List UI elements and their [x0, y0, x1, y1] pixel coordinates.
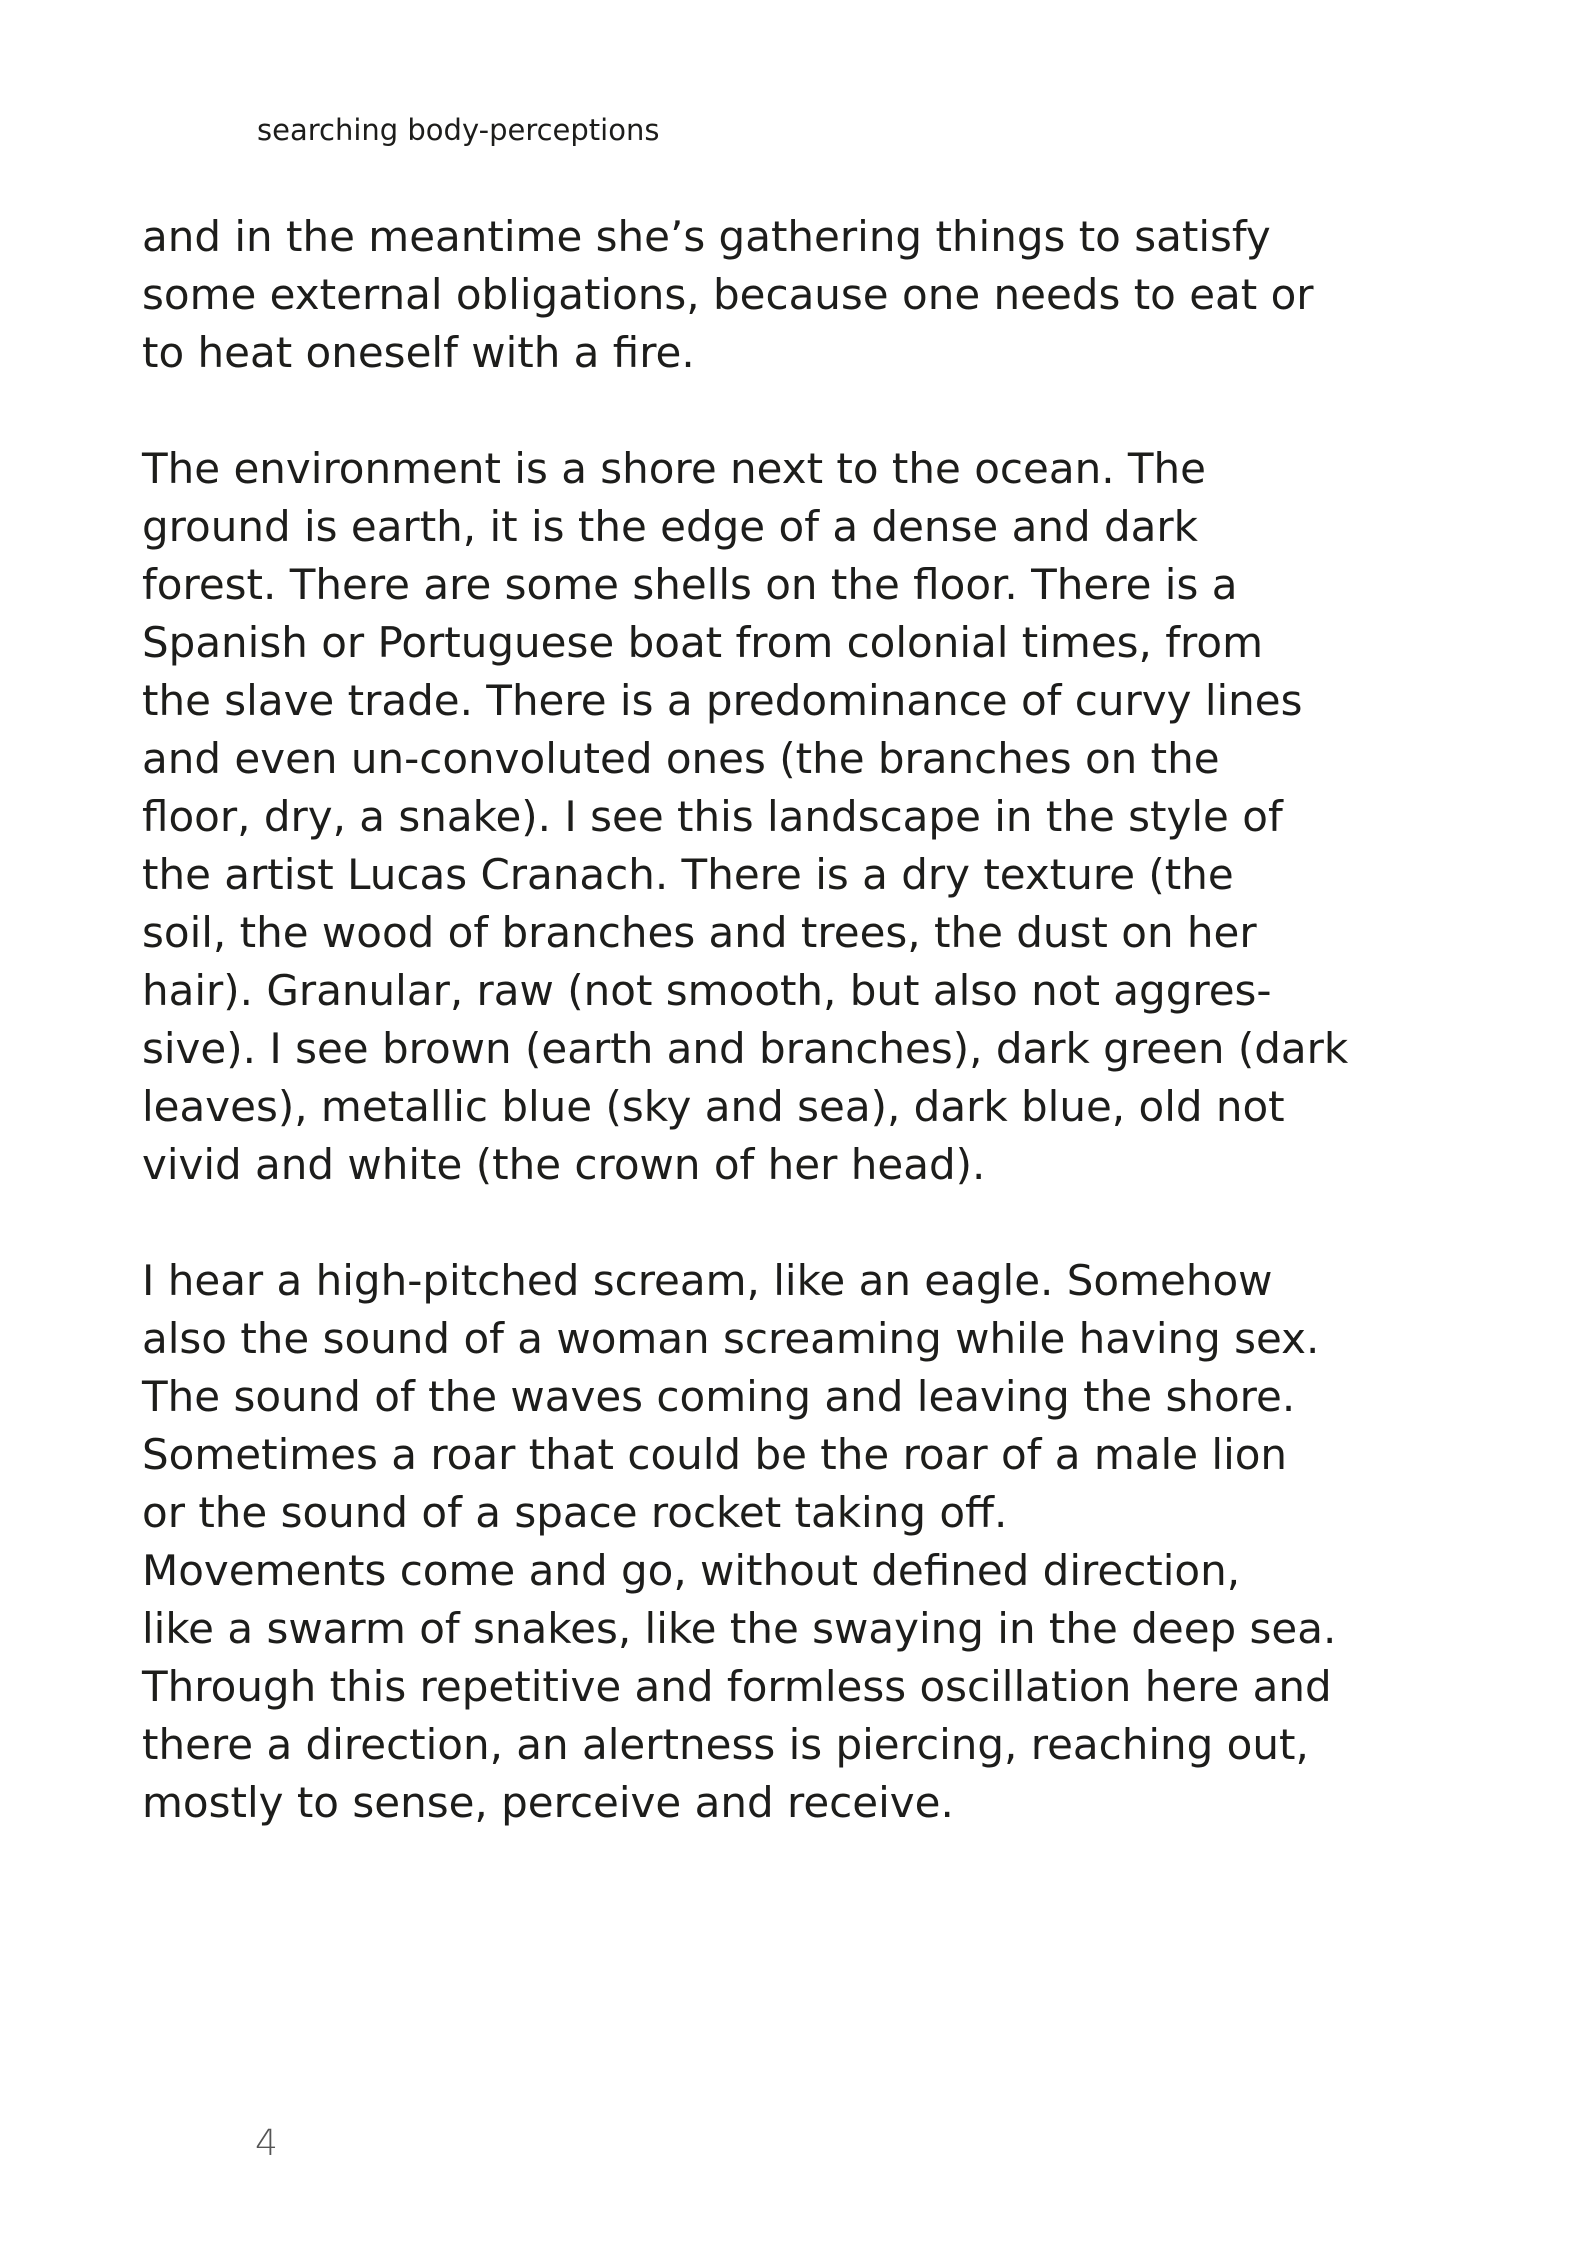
text-line: The environment is a shore next to the ocean. The [142, 444, 1207, 493]
text-line: Spanish or Portuguese boat from colonial times, from [142, 618, 1263, 667]
text-line: leaves), metallic blue (sky and sea), dark blue, old not [142, 1082, 1285, 1131]
text-line: the artist Lucas Cranach. There is a dry texture (the [142, 850, 1234, 899]
text-line: soil, the wood of branches and trees, the dust on her [142, 908, 1257, 957]
text-line: ground is earth, it is the edge of a dense and dark [142, 502, 1198, 551]
text-line: to heat oneself with a fire. [142, 328, 695, 377]
text-line: hair). Granular, raw (not smooth, but also not aggres- [142, 966, 1272, 1015]
page-number: 4 [255, 2123, 278, 2164]
text-line: forest. There are some shells on the floor. There is a [142, 560, 1238, 609]
paragraph-3 [142, 1252, 1442, 1832]
text-line: The sound of the waves coming and leaving the shore. [142, 1372, 1296, 1421]
body-text [142, 208, 1442, 1890]
text-line: Through this repetitive and formless oscillation here and [142, 1662, 1332, 1711]
text-line: there a direction, an alertness is piercing, reaching out, [142, 1720, 1309, 1769]
text-line: floor, dry, a snake). I see this landscape in the style of [142, 792, 1283, 841]
text-line: some external obligations, because one needs to eat or [142, 270, 1314, 319]
paragraph-2 [142, 440, 1442, 1194]
text-line: vivid and white (the crown of her head). [142, 1140, 986, 1189]
text-line: the slave trade. There is a predominance of curvy lines [142, 676, 1303, 725]
text-line: mostly to sense, perceive and receive. [142, 1778, 954, 1827]
text-line: Movements come and go, without defined direction, [142, 1546, 1241, 1595]
text-line: or the sound of a space rocket taking off. [142, 1488, 1008, 1537]
text-line: sive). I see brown (earth and branches), dark green (dark [142, 1024, 1349, 1073]
paragraph-1 [142, 208, 1442, 382]
text-line: like a swarm of snakes, like the swaying in the deep sea. [142, 1604, 1337, 1653]
text-line: I hear a high-pitched scream, like an eagle. Somehow [142, 1256, 1273, 1305]
running-header: searching body-perceptions [257, 113, 660, 147]
text-line: and in the meantime she’s gathering things to satisfy [142, 212, 1271, 261]
text-line: Sometimes a roar that could be the roar of a male lion [142, 1430, 1288, 1479]
text-line: and even un-convoluted ones (the branches on the [142, 734, 1220, 783]
text-line: also the sound of a woman screaming while having sex. [142, 1314, 1320, 1363]
